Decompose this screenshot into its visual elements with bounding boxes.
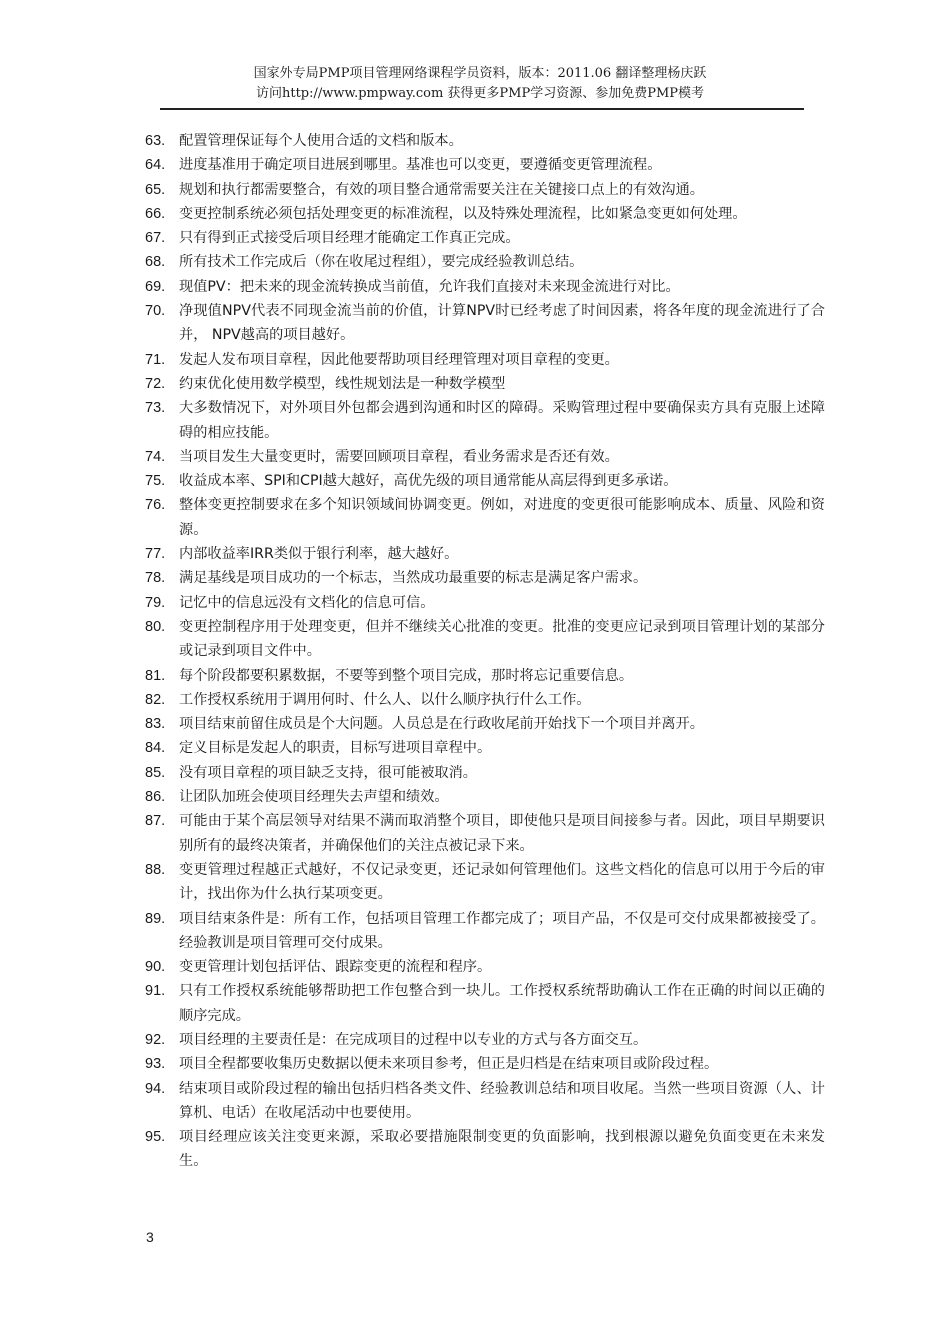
list-item	[145, 664, 825, 688]
item-number: 87.	[145, 813, 166, 830]
item-number: 72.	[145, 375, 166, 392]
item-number: 90.	[145, 959, 166, 976]
list-item	[145, 566, 825, 590]
item-number: 89.	[145, 910, 166, 927]
item-text: 收益成本率、SPI和CPI越大越好，高优先级的项目通常能从高层得到更多承诺。	[179, 473, 678, 490]
item-number: 75.	[145, 473, 166, 490]
list-item	[145, 858, 825, 907]
item-number: 91.	[145, 983, 166, 1000]
item-number: 95.	[145, 1129, 166, 1146]
item-number: 77.	[145, 546, 166, 563]
item-number: 63.	[145, 133, 166, 149]
list-item	[145, 615, 825, 664]
page-number: 3	[146, 1229, 154, 1245]
item-text: 每个阶段都要积累数据，不要等到整个项目完成，那时将忘记重要信息。	[179, 667, 634, 684]
item-text: 项目结束条件是：所有工作，包括项目管理工作都完成了；项目产品，不仅是可交付成果都被接受了。经验教训是项目管理可交付成果。	[179, 910, 825, 951]
item-number: 73.	[145, 400, 166, 417]
list-item	[145, 250, 825, 274]
item-text: 项目全程都要收集历史数据以便未来项目参考，但正是归档是在结束项目或阶段过程。	[179, 1056, 719, 1073]
item-number: 83.	[145, 716, 166, 733]
item-text: 约束优化使用数学模型，线性规划法是一种数学模型	[179, 375, 506, 392]
header-line-1: 国家外专局PMP项目管理网络课程学员资料，版本：2011.06 翻译整理杨庆跃	[253, 66, 707, 81]
list-item	[145, 178, 825, 202]
item-text: 没有项目章程的项目缺乏支持，很可能被取消。	[179, 764, 477, 781]
list-item	[145, 1125, 825, 1174]
item-text: 只有工作授权系统能够帮助把工作包整合到一块儿。工作授权系统帮助确认工作在正确的时间以正确的顺序完成。	[179, 983, 825, 1024]
list-item	[145, 542, 825, 566]
item-text: 当项目发生大量变更时，需要回顾项目章程，看业务需求是否还有效。	[179, 448, 619, 465]
item-text: 内部收益率IRR类似于银行利率，越大越好。	[179, 546, 459, 563]
list-item	[145, 299, 825, 348]
list-item	[145, 372, 825, 396]
item-number: 68.	[145, 254, 166, 271]
item-text: 规划和执行都需要整合，有效的项目整合通常需要关注在关键接口点上的有效沟通。	[179, 181, 704, 198]
list-item	[145, 445, 825, 469]
item-number: 69.	[145, 278, 166, 295]
item-text: 可能由于某个高层领导对结果不满而取消整个项目，即使他只是项目间接参与者。因此，项目早期要识别所有的最终决策者，并确保他们的关注点被记录下来。	[179, 813, 825, 854]
item-number: 81.	[145, 667, 166, 684]
item-number: 79.	[145, 594, 166, 611]
list-item	[145, 809, 825, 858]
header-line-2: 访问http://www.pmpway.com 获得更多PMP学习资源、参加免费PMP模考	[255, 86, 705, 101]
item-text: 变更管理计划包括评估、跟踪变更的流程和程序。	[179, 959, 492, 976]
list-item	[145, 348, 825, 372]
item-number: 67.	[145, 230, 166, 247]
list-item	[145, 979, 825, 1028]
item-number: 82.	[145, 691, 166, 708]
item-text: 工作授权系统用于调用何时、什么人、以什么顺序执行什么工作。	[179, 691, 591, 708]
item-text: 定义目标是发起人的职责，目标写进项目章程中。	[179, 740, 492, 757]
item-number: 71.	[145, 351, 166, 368]
item-text: 让团队加班会使项目经理失去声望和绩效。	[179, 789, 449, 806]
item-number: 92.	[145, 1031, 166, 1048]
item-number: 86.	[145, 789, 166, 806]
item-text: 所有技术工作完成后（你在收尾过程组），要完成经验教训总结。	[179, 254, 584, 271]
numbered-list	[145, 129, 825, 1174]
list-item	[145, 688, 825, 712]
list-item	[145, 712, 825, 736]
item-text: 项目经理的主要责任是：在完成项目的过程中以专业的方式与各方面交互。	[179, 1031, 648, 1048]
list-item	[145, 202, 825, 226]
item-text: 变更管理过程越正式越好，不仅记录变更，还记录如何管理他们。这些文档化的信息可以用于今后的审计，找出你为什么执行某项变更。	[179, 861, 825, 903]
list-item	[145, 226, 825, 250]
list-item	[145, 153, 825, 177]
item-number: 76.	[145, 497, 166, 514]
item-text: 结束项目或阶段过程的输出包括归档各类文件、经验教训总结和项目收尾。当然一些项目资源（人、计算机、电话）在收尾活动中也要使用。	[179, 1080, 825, 1121]
item-number: 70.	[145, 303, 166, 320]
list-item	[145, 907, 825, 956]
list-item	[145, 469, 825, 493]
item-number: 78.	[145, 570, 166, 587]
page-header	[160, 64, 800, 104]
item-text: 整体变更控制要求在多个知识领域间协调变更。例如，对进度的变更很可能影响成本、质量、风险和资源。	[179, 497, 825, 538]
item-number: 66.	[145, 205, 166, 222]
list-item	[145, 1052, 825, 1076]
item-text: 项目结束前留住成员是个大问题。人员总是在行政收尾前开始找下一个项目并离开。	[179, 716, 704, 733]
item-text: 净现值NPV代表不同现金流当前的价值，计算NPV时已经考虑了时间因素，将各年度的现金流进行了合并， NPV越高的项目越好。	[179, 303, 825, 344]
header-divider	[160, 108, 804, 110]
item-number: 64.	[145, 157, 166, 174]
item-text: 大多数情况下，对外项目外包都会遇到沟通和时区的障碍。采购管理过程中要确保卖方具有克服上述障碍的相应技能。	[179, 400, 825, 441]
list-item	[145, 785, 825, 809]
list-item	[145, 761, 825, 785]
item-text: 进度基准用于确定项目进展到哪里。基准也可以变更，要遵循变更管理流程。	[179, 157, 662, 174]
item-text: 现值PV：把未来的现金流转换成当前值，允许我们直接对未来现金流进行对比。	[179, 278, 680, 295]
list-item	[145, 129, 825, 153]
item-text: 只有得到正式接受后项目经理才能确定工作真正完成。	[179, 230, 520, 247]
list-item	[145, 493, 825, 542]
item-text: 变更控制系统必须包括处理变更的标准流程，以及特殊处理流程，比如紧急变更如何处理。	[179, 205, 747, 222]
list-item	[145, 591, 825, 615]
list-item	[145, 1028, 825, 1052]
item-text: 满足基线是项目成功的一个标志，当然成功最重要的标志是满足客户需求。	[179, 570, 648, 587]
item-text: 变更控制程序用于处理变更，但并不继续关心批准的变更。批准的变更应记录到项目管理计划的某部分或记录到项目文件中。	[179, 618, 825, 660]
item-number: 80.	[145, 618, 166, 635]
item-number: 74.	[145, 448, 166, 465]
item-number: 84.	[145, 740, 166, 757]
item-number: 93.	[145, 1056, 166, 1073]
list-item	[145, 275, 825, 299]
item-number: 65.	[145, 181, 166, 198]
item-number: 94.	[145, 1080, 166, 1097]
list-item	[145, 1077, 825, 1126]
list-item	[145, 955, 825, 979]
item-text: 项目经理应该关注变更来源，采取必要措施限制变更的负面影响，找到根源以避免负面变更在未来发生。	[179, 1129, 825, 1170]
item-text: 发起人发布项目章程，因此他要帮助项目经理管理对项目章程的变更。	[179, 351, 619, 368]
item-number: 85.	[145, 764, 166, 781]
item-text: 记忆中的信息远没有文档化的信息可信。	[179, 594, 435, 611]
item-text: 配置管理保证每个人使用合适的文档和版本。	[179, 133, 463, 149]
list-item	[145, 396, 825, 445]
item-number: 88.	[145, 861, 166, 878]
list-item	[145, 736, 825, 760]
